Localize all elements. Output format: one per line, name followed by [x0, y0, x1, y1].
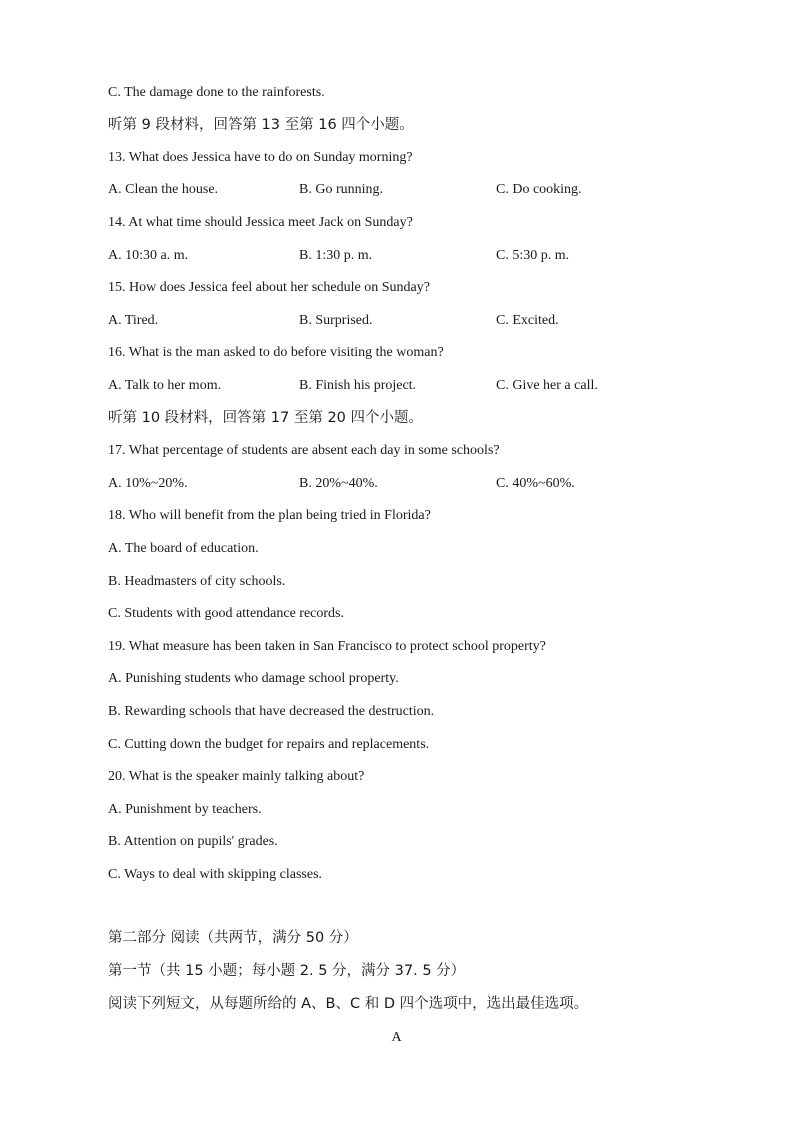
q13-option-a: A. Clean the house. [108, 182, 219, 197]
q19-option-c: C. Cutting down the budget for repairs and replacements. [108, 737, 430, 752]
q17-option-c: C. 40%~60%. [496, 476, 575, 491]
q14-option-c: C. 5:30 p. m. [496, 248, 570, 263]
q16-option-c: C. Give her a call. [496, 378, 598, 393]
q16-option-b: B. Finish his project. [299, 378, 417, 393]
q15-option-b: B. Surprised. [299, 313, 373, 328]
question-14-options [108, 247, 668, 265]
q13-option-c: C. Do cooking. [496, 182, 582, 197]
question-20: 20. What is the speaker mainly talking about? [108, 769, 365, 784]
q17-option-a: A. 10%~20%. [108, 476, 188, 491]
question-18: 18. Who will benefit from the plan being tried in Florida? [108, 508, 431, 523]
q17-option-b: B. 20%~40%. [299, 476, 378, 491]
question-15: 15. How does Jessica feel about her schedule on Sunday? [108, 280, 430, 295]
q19-option-a: A. Punishing students who damage school property. [108, 671, 399, 686]
section-9-instruction: 听第 9 段材料，回答第 13 至第 16 四个小题。 [108, 117, 414, 133]
reading-instruction: 阅读下列短文，从每题所给的 A、B、C 和 D 四个选项中，选出最佳选项。 [108, 996, 589, 1012]
question-15-options [108, 312, 668, 330]
question-16-options [108, 377, 668, 395]
q15-option-c: C. Excited. [496, 313, 559, 328]
q13-option-b: B. Go running. [299, 182, 383, 197]
q16-option-a: A. Talk to her mom. [108, 378, 222, 393]
q18-option-b: B. Headmasters of city schools. [108, 574, 286, 589]
question-19: 19. What measure has been taken in San Francisco to protect school property? [108, 639, 546, 654]
passage-label: A [391, 1030, 402, 1045]
q20-option-b: B. Attention on pupils' grades. [108, 834, 278, 849]
section-1-heading: 第一节（共 15 小题；每小题 2. 5 分，满分 37. 5 分） [108, 963, 466, 979]
q18-option-c: C. Students with good attendance records. [108, 606, 345, 621]
section-10-instruction: 听第 10 段材料，回答第 17 至第 20 四个小题。 [108, 410, 424, 426]
q14-option-b: B. 1:30 p. m. [299, 248, 373, 263]
question-13-options [108, 181, 668, 199]
part-2-heading: 第二部分 阅读（共两节，满分 50 分） [108, 930, 358, 946]
q18-option-a: A. The board of education. [108, 541, 259, 556]
q15-option-a: A. Tired. [108, 313, 159, 328]
q20-option-a: A. Punishment by teachers. [108, 802, 262, 817]
question-17: 17. What percentage of students are absent each day in some schools? [108, 443, 500, 458]
q19-option-b: B. Rewarding schools that have decreased the destruction. [108, 704, 435, 719]
q14-option-a: A. 10:30 a. m. [108, 248, 189, 263]
question-14: 14. At what time should Jessica meet Jack on Sunday? [108, 215, 413, 230]
question-17-options [108, 475, 668, 493]
q12-option-c: C. The damage done to the rainforests. [108, 85, 325, 100]
question-13: 13. What does Jessica have to do on Sunday morning? [108, 150, 413, 165]
q20-option-c: C. Ways to deal with skipping classes. [108, 867, 323, 882]
question-16: 16. What is the man asked to do before visiting the woman? [108, 345, 444, 360]
